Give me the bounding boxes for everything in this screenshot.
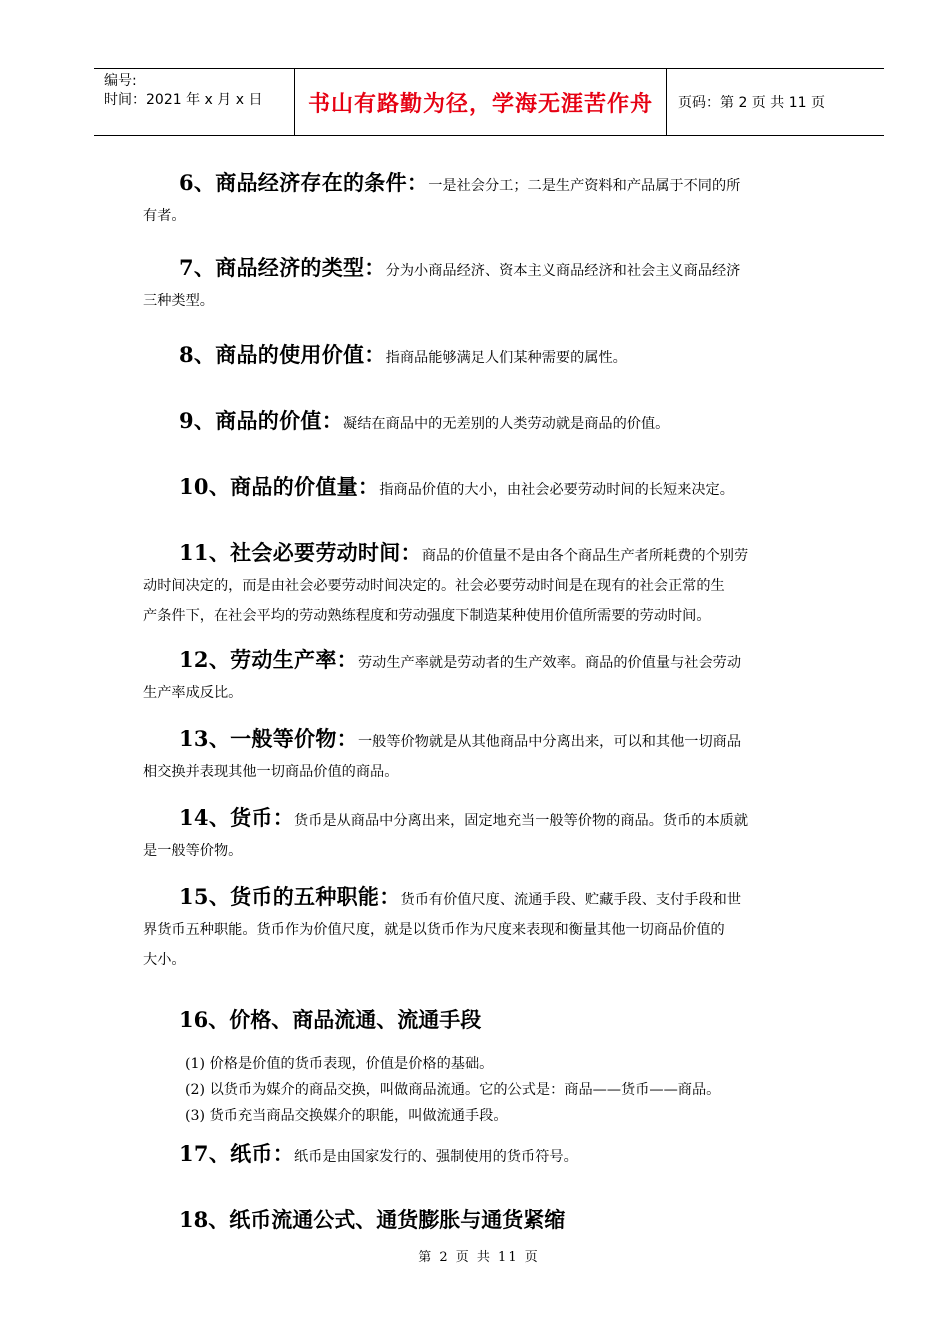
number-label: 编号: [104, 73, 137, 89]
entry-term: 12、劳动生产率： [179, 647, 358, 672]
entry-term: 10、商品的价值量： [179, 474, 380, 499]
entry-text-cont: 三种类型。 [143, 293, 214, 309]
entry-term: 14、货币： [179, 805, 295, 830]
list-item: (1) 价格是价值的货币表现，价值是价格的基础。 [185, 1056, 494, 1072]
entry-text: 分为小商品经济、资本主义商品经济和社会主义商品经济 [385, 263, 741, 279]
entry-text-cont: 相交换并表现其他一切商品价值的商品。 [143, 764, 399, 780]
entry-text: 指商品价值的大小，由社会必要劳动时间的长短来决定。 [379, 482, 734, 498]
entry-10 [143, 472, 833, 505]
list-item: (2) 以货币为媒介的商品交换，叫做商品流通。它的公式是：商品——货币——商品。 [185, 1082, 721, 1098]
entry-17 [143, 1139, 833, 1172]
entry-text-cont: 产条件下，在社会平均的劳动熟练程度和劳动强度下制造某种使用价值所需要的劳动时间。 [143, 608, 711, 624]
entry-term: 11、社会必要劳动时间： [179, 540, 422, 565]
document-body [143, 168, 833, 1235]
entry-text-cont: 动时间决定的，而是由社会必要劳动时间决定的。社会必要劳动时间是在现有的社会正常的生 [143, 578, 725, 594]
entry-text: 劳动生产率就是劳动者的生产效率。商品的价值量与社会劳动 [357, 655, 742, 671]
time-label: 时间：2021 年 x 月 x 日 [104, 92, 263, 108]
entry-text: 一般等价物就是从其他商品中分离出来，可以和其他一切商品 [357, 734, 742, 750]
page-footer: 第 2 页 共 11 页 [418, 1250, 540, 1265]
entry-12 [143, 645, 833, 708]
entry-text-cont: 有者。 [143, 208, 186, 224]
entry-text-cont: 大小。 [143, 952, 186, 968]
entry-7 [143, 253, 833, 316]
header-motto: 书山有路勤为径，学海无涯苦作舟 [295, 69, 667, 135]
entry-text-cont: 生产率成反比。 [143, 685, 243, 701]
entry-text: 货币是从商品中分离出来，固定地充当一般等价物的商品。货币的本质就 [294, 813, 749, 829]
list-item: (3) 货币充当商品交换媒介的职能，叫做流通手段。 [185, 1108, 508, 1124]
entry-term: 7、商品经济的类型： [179, 255, 386, 280]
entry-15 [143, 882, 833, 975]
entry-text: 指商品能够满足人们某种需要的属性。 [385, 350, 627, 366]
entry-11 [143, 538, 833, 631]
header-page-label: 页码：第 2 页 共 11 页 [678, 95, 825, 111]
entry-text-cont: 界货币五种职能。货币作为价值尺度，就是以货币作为尺度来表现和衡量其他一切商品价值的 [143, 922, 725, 938]
entry-text-cont: 是一般等价物。 [143, 843, 243, 859]
entry-text: 商品的价值量不是由各个商品生产者所耗费的个别劳 [421, 548, 749, 564]
section-heading-18: 18、纸币流通公式、通货膨胀与通货紧缩 [179, 1207, 566, 1232]
entry-9 [143, 406, 833, 439]
entry-text: 货币有价值尺度、流通手段、贮藏手段、支付手段和世 [400, 892, 742, 908]
entry-term: 13、一般等价物： [179, 726, 358, 751]
entry-13 [143, 724, 833, 787]
entry-14 [143, 803, 833, 866]
page-header [94, 68, 884, 136]
entry-8 [143, 340, 833, 373]
entry-term: 6、商品经济存在的条件： [179, 170, 429, 195]
entry-text: 凝结在商品中的无差别的人类劳动就是商品的价值。 [343, 416, 670, 432]
price-circulation-list [185, 1051, 833, 1129]
entry-term: 9、商品的价值： [179, 408, 344, 433]
entry-term: 15、货币的五种职能： [179, 884, 401, 909]
entry-term: 17、纸币： [179, 1141, 295, 1166]
entry-text: 一是社会分工；二是生产资料和产品属于不同的所 [428, 178, 741, 194]
entry-term: 8、商品的使用价值： [179, 342, 386, 367]
section-heading-16: 16、价格、商品流通、流通手段 [179, 1007, 482, 1032]
entry-6 [143, 168, 833, 231]
entry-text: 纸币是由国家发行的、强制使用的货币符号。 [294, 1149, 578, 1165]
header-meta [94, 69, 295, 135]
